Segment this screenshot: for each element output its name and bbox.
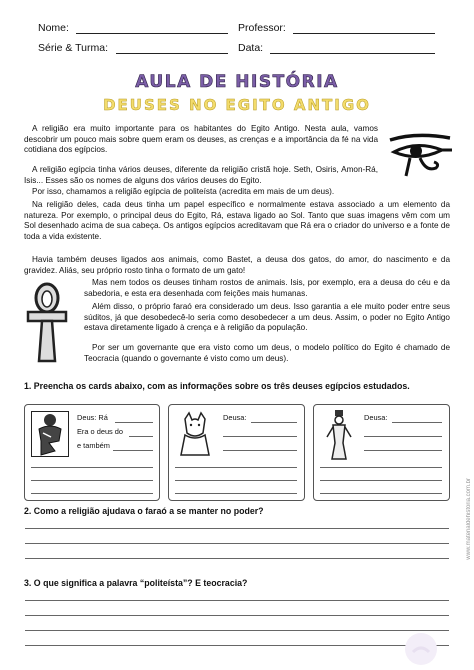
teacher-label: Professor:	[238, 22, 286, 34]
ra-god-icon	[31, 411, 69, 457]
god-card-isis	[313, 404, 450, 501]
isis-god-icon	[324, 409, 354, 461]
paragraph-polytheism: Por isso, chamamos a religião egípcia de politeísta (acredita em mais de um deus).	[32, 187, 335, 196]
page-subtitle: DEUSES NO EGITO ANTIGO	[103, 96, 371, 114]
paragraph-pharaoh: Além disso, o próprio faraó era considerado um deus. Isso garantia a ele muito poder entre seus súditos, já que desobedecê-lo seria como desobedecer a um deus. Assim, o poder no Egito Antigo estava diretamente ligado à crença e à religião da população.	[84, 302, 450, 333]
card-ra-line-2: Era o deus do	[77, 427, 124, 436]
website-watermark: www.materialdehistoria.com.br	[466, 478, 472, 560]
god-card-bastet	[168, 404, 305, 501]
god-card-ra	[24, 404, 160, 501]
paragraph-intro: A religião era muito importante para os habitantes do Egito Antigo. Nesta aula, vamos descobrir um pouco mais sobre quem eram os deuses, as crenças e a importância da fé na vida cotidiana dos egípcios.	[24, 124, 378, 155]
paragraph-isis: Mas nem todos os deuses tinham rostos de animais. Isis, por exemplo, era a deusa do céu e da sabedoria, e esta era desenhada com feições mais humanas.	[84, 278, 450, 298]
page-title: AULA DE HISTÓRIA	[135, 72, 339, 92]
card-isis-line-1: Deusa:	[364, 413, 388, 422]
card-bastet-line-1: Deusa:	[223, 413, 247, 422]
bastet-god-icon	[175, 411, 215, 457]
question-2: 2. Como a religião ajudava o faraó a se manter no poder?	[24, 506, 264, 516]
paragraph-ra: Na religião deles, cada deus tinha um papel específico e normalmente estava associado a um elemento da natureza. Por exemplo, o principal deus do Egito, Rá, estava ligado ao Sol. Tanto que suas imagens vêm com um Sol desenhado acima de sua cabeça. Os antigos egípcios acreditavam que Rá era o criador do universo e a fonte de toda a vida existente.	[24, 200, 450, 241]
question-1: 1. Preencha os cards abaixo, com as informações sobre os três deuses egípcios estudados.	[24, 381, 410, 391]
name-label: Nome:	[38, 22, 69, 34]
eye-of-horus-icon	[386, 132, 454, 180]
paragraph-theocracy: Por ser um governante que era visto como um deus, o modelo político do Egito é chamado de Teocracia (quando o governante é visto como um deus).	[84, 343, 450, 363]
class-label: Série & Turma:	[38, 42, 109, 54]
paragraph-gods: A religião egípcia tinha vários deuses, diferente da religião cristã hoje. Seth, Osiris, Amon-Rá, Isis... Esses são os nomes de alguns dos vários deuses do Egito.	[24, 165, 378, 185]
question-3: 3. O que significa a palavra “politeísta”? E teocracia?	[24, 578, 248, 588]
site-logo-icon	[404, 632, 438, 666]
card-ra-line-1: Deus: Rá	[77, 413, 108, 422]
date-label: Data:	[238, 42, 264, 54]
paragraph-bastet: Havia também deuses ligados aos animais, como Bastet, a deusa dos gatos, do amor, do nascimento e da gravidez. Aliás, seu próprio rosto tinha o formato de um gato!	[24, 255, 450, 275]
ankh-icon	[26, 282, 68, 364]
card-ra-line-3: e também	[77, 441, 110, 450]
